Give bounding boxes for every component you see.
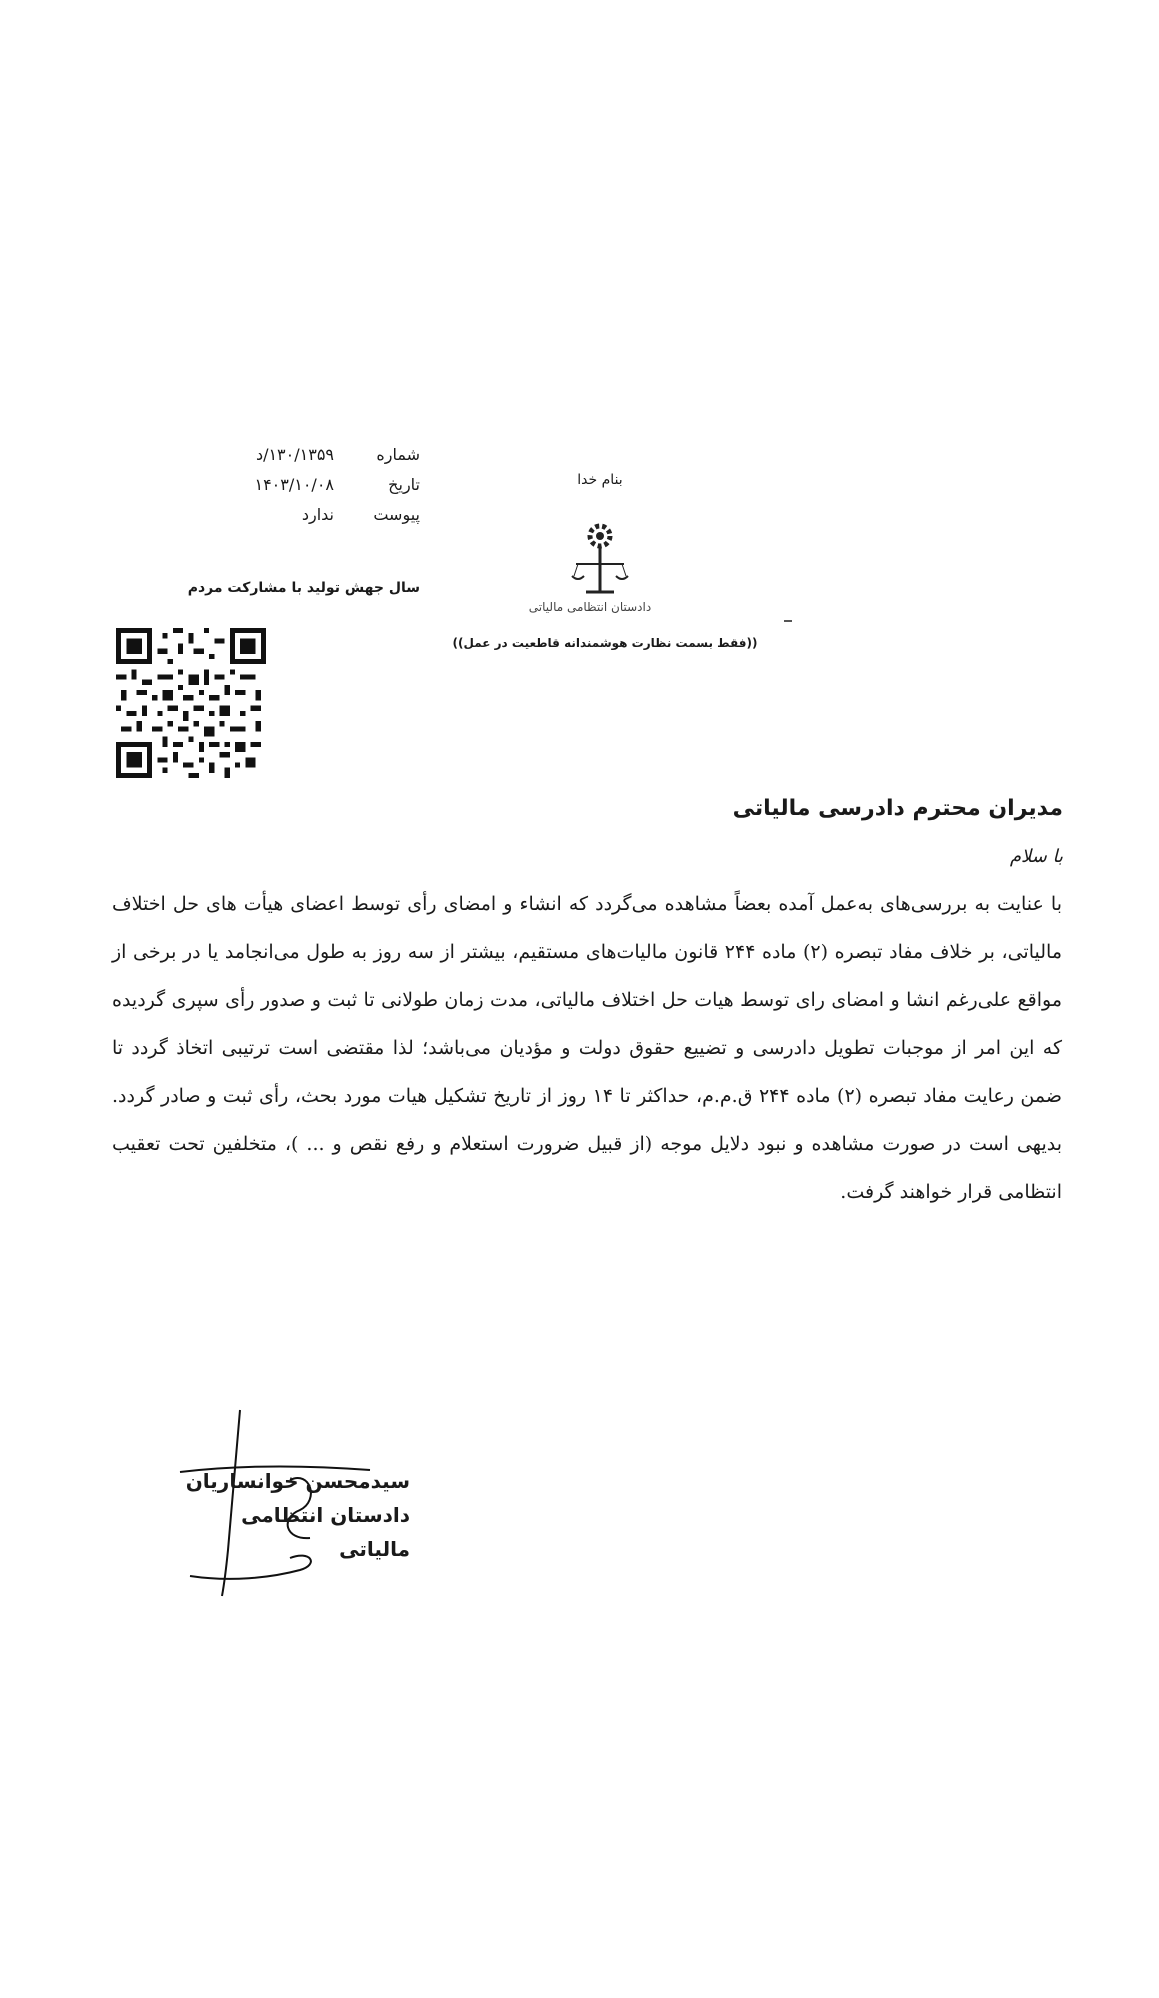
check-mark-icon bbox=[784, 614, 792, 622]
bismillah-heading: بنام خدا bbox=[577, 472, 623, 488]
signature-block bbox=[170, 1464, 410, 1566]
organization-caption: دادستان انتظامی مالیاتی bbox=[528, 600, 652, 614]
number-value: ۱۳۰/۱۳۵۹/د bbox=[255, 445, 334, 464]
recipient-heading: مدیران محترم دادرسی مالیاتی bbox=[732, 796, 1063, 821]
organization-motto: ((فقط بسمت نظارت هوشمندانه قاطعیت در عمل)) bbox=[452, 636, 758, 650]
year-slogan: سال جهش تولید با مشارکت مردم bbox=[187, 580, 420, 596]
salutation: با سلام bbox=[1009, 846, 1063, 867]
date-value: ۱۴۰۳/۱۰/۰۸ bbox=[254, 475, 334, 494]
signer-name: سیدمحسن خوانساریان bbox=[185, 1469, 410, 1493]
number-row bbox=[120, 440, 420, 470]
number-label: شماره bbox=[376, 445, 420, 464]
qr-code-icon bbox=[116, 628, 266, 778]
letter-body bbox=[112, 880, 1062, 1216]
date-row bbox=[120, 470, 420, 500]
signer-title: دادستان انتظامی مالیاتی bbox=[241, 1503, 410, 1561]
date-label: تاریخ bbox=[388, 475, 420, 494]
letter-meta bbox=[120, 440, 420, 530]
attachment-value: ندارد bbox=[301, 505, 334, 524]
attachment-label: پیوست bbox=[373, 505, 420, 524]
scales-emblem-icon bbox=[540, 520, 660, 600]
attachment-row bbox=[120, 500, 420, 530]
letter-body-paragraph: با عنایت به بررسی‌های به‌عمل آمده بعضاً مشاهده می‌گردد که انشاء و امضای رأی توسط اعضای هیأت های حل اختلاف مالیاتی، بر خلاف مفاد تبصره (۲) ماده ۲۴۴ قانون مالیات‌های مستقیم، بیشتر از سه روز به طول می‌انجامد یا در برخی از مواقع علی‌رغم انشا و امضای رای توسط هیات حل اختلاف مالیاتی، مدت زمان طولانی تا ثبت و صدور رأی سپری گردیده که این امر از موجبات تطویل دادرسی و تضییع حقوق دولت و مؤدیان می‌باشد؛ لذا مقتضی است ترتیبی اتخاذ گردد تا ضمن رعایت مفاد تبصره (۲) ماده ۲۴۴ ق.م.م، حداکثر تا ۱۴ روز از تاریخ تشکیل هیات مورد بحث، رأی ثبت و صادر گردد. بدیهی است در صورت مشاهده و نبود دلایل موجه (از قبیل ضرورت استعلام و رفع نقص و ... )، متخلفین تحت تعقیب انتظامی قرار خواهند گرفت. bbox=[112, 893, 1063, 1203]
